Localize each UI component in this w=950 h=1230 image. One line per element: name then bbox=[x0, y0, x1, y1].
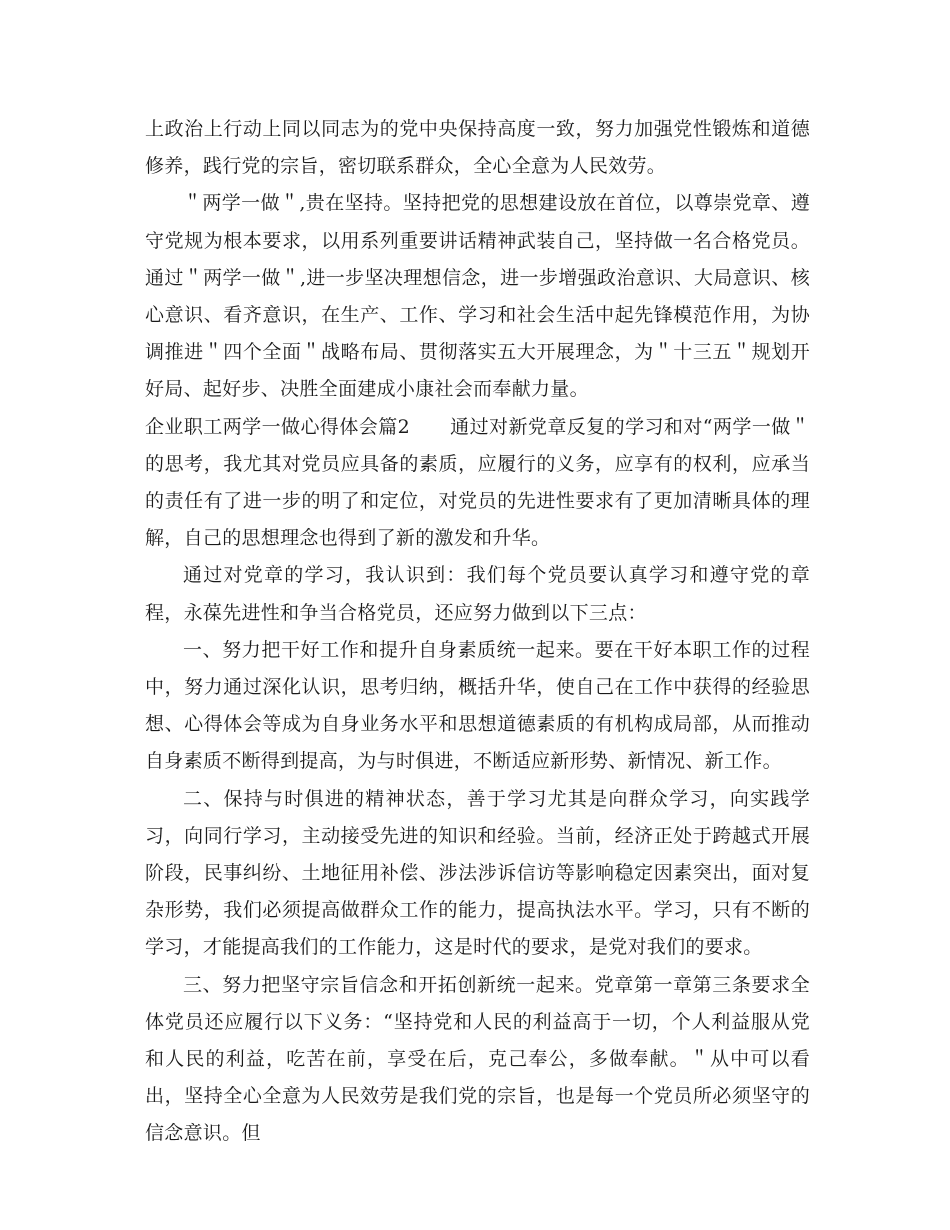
document-body bbox=[145, 111, 810, 1153]
paragraph-point-three: 三、努力把坚守宗旨信念和开拓创新统一起来。党章第一章第三条要求全体党员还应履行以下义务：“坚持党和人民的利益高于一切，个人利益服从党和人民的利益，吃苦在前，享受在后，克己奉公，多做奉献。＂从中可以看出，坚持全心全意为人民效劳是我们党的宗旨，也是每一个党员所必须坚守的信念意识。但 bbox=[145, 973, 810, 1145]
paragraph-party-constitution: 通过对党章的学习，我认识到：我们每个党员要认真学习和遵守党的章程，永葆先进性和争当合格党员，还应努力做到以下三点： bbox=[145, 564, 810, 624]
paragraph-point-one: 一、努力把干好工作和提升自身素质统一起来。要在干好本职工作的过程中，努力通过深化认识，思考归纳，概括升华，使自己在工作中获得的经验思想、心得体会等成为自身业务水平和思想道德素质的有机构成局部，从而推动自身素质不断得到提高，为与时俱进，不断适应新形势、新情况、新工作。 bbox=[145, 638, 810, 773]
paragraph-article-2 bbox=[145, 409, 810, 558]
paragraph-continuation: 上政治上行动上同以同志为的党中央保持高度一致，努力加强党性锻炼和道德修养，践行党的宗旨，密切联系群众，全心全意为人民效劳。 bbox=[145, 118, 810, 178]
article-2-text: 通过对新党章反复的学习和对“两学一做＂的思考，我尤其对党员应具备的素质，应履行的义务，应享有的权利，应承当的责任有了进一步的明了和定位，对党员的先进性要求有了更加清晰具体的理解，自己的思想理念也得到了新的激发和升华。 bbox=[145, 415, 810, 550]
paragraph-point-two: 二、保持与时俱进的精神状态，善于学习尤其是向群众学习，向实践学习，向同行学习，主动接受先进的知识和经验。当前，经济正处于跨越式开展阶段，民事纠纷、土地征用补偿、涉法涉诉信访等影响稳定因素突出，面对复杂形势，我们必须提高做群众工作的能力，提高执法水平。学习，只有不断的学习，才能提高我们的工作能力，这是时代的要求，是党对我们的要求。 bbox=[145, 787, 810, 959]
article-title: 企业职工两学一做心得体会篇2 bbox=[145, 415, 411, 438]
paragraph-two-studies: ＂两学一做＂,贵在坚持。坚持把党的思想建设放在首位，以尊崇党章、遵守党规为根本要求，以用系列重要讲话精神武装自己，坚持做一名合格党员。通过＂两学一做＂,进一步坚决理想信念，进一步增强政治意识、大局意识、核心意识、看齐意识，在生产、工作、学习和社会生活中起先锋模范作用，为协调推进＂四个全面＂战略布局、贯彻落实五大开展理念，为＂十三五＂规划开好局、起好步、决胜全面建成小康社会而奉献力量。 bbox=[145, 192, 810, 401]
